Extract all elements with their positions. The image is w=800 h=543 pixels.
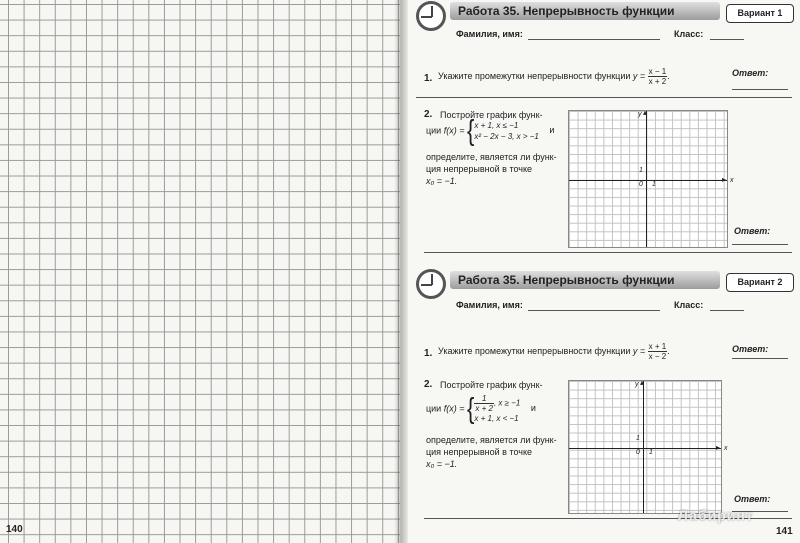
name-label: Фамилия, имя:	[456, 300, 523, 310]
worksheet-title: Работа 35. Непрерывность функции	[458, 4, 675, 18]
task-2-answer-field[interactable]	[732, 244, 788, 245]
y-axis-label: y	[638, 111, 642, 118]
y-axis-label: y	[635, 381, 639, 388]
task-1-fraction: $\frac{x + 1}{x - 2}$	[648, 342, 667, 361]
x-axis	[569, 180, 727, 181]
name-label: Фамилия, имя:	[456, 29, 523, 39]
task-1-answer-field[interactable]	[732, 358, 788, 359]
task-2-function: ции f(x) = { x + 1, x ≤ −1 x² − 2x − 3, x > −1 и	[426, 114, 555, 147]
task-2-line-5: x₀ = −1.	[426, 176, 458, 186]
separator	[424, 252, 792, 253]
task-1-text: Укажите промежутки непрерывности функции y = $\frac{x + 1}{x - 2}$ .	[438, 342, 670, 361]
variant-badge: Вариант 2	[726, 273, 794, 292]
x-unit-label: 1	[649, 449, 653, 456]
graph-grid-1[interactable]: ▸ ▴ x y 0 1 1	[568, 110, 728, 248]
separator	[416, 97, 792, 98]
title-bar	[450, 271, 720, 289]
right-page	[408, 0, 800, 543]
origin-label: 0	[636, 449, 640, 456]
variant-badge: Вариант 1	[726, 4, 794, 23]
y-axis	[646, 111, 647, 247]
task-2-line-4: ция непрерывной в точке	[426, 447, 533, 457]
task-2-line-4: ция непрерывной в точке	[426, 164, 533, 174]
y-unit-label: 1	[636, 435, 640, 442]
task-2-answer-label: Ответ:	[734, 494, 771, 504]
variant-2-worksheet	[408, 264, 800, 543]
task-2-answer-label: Ответ:	[734, 226, 771, 236]
x-axis	[569, 448, 721, 449]
task-2-function: ции f(x) = { $\frac{1}{x + 2}$ , x ≥ −1 x + 1, x < −1 и	[426, 392, 536, 425]
right-page-number: 141	[776, 526, 793, 537]
task-2-line-5: x₀ = −1.	[426, 459, 458, 469]
worksheet-title: Работа 35. Непрерывность функции	[458, 273, 675, 287]
task-1-number: 1.	[424, 73, 433, 84]
task-2-number: 2.	[424, 379, 433, 390]
class-field[interactable]	[710, 310, 744, 311]
left-page-number: 140	[6, 524, 23, 535]
clock-icon	[416, 269, 446, 299]
y-axis	[643, 381, 644, 513]
task-1-number: 1.	[424, 348, 433, 359]
x-axis-label: x	[730, 177, 734, 184]
task-2-line-3: определите, является ли функ-	[426, 152, 557, 162]
watermark-logo: Лабиринт	[678, 507, 754, 523]
clock-icon	[416, 1, 446, 31]
task-1-fraction: $\frac{x - 1}{x + 2}$	[648, 67, 667, 86]
book-gutter	[394, 0, 408, 543]
task-1-text: Укажите промежутки непрерывности функции y = $\frac{x - 1}{x + 2}$ .	[438, 67, 670, 86]
y-unit-label: 1	[639, 167, 643, 174]
name-field[interactable]	[528, 39, 660, 40]
task-1-answer-field[interactable]	[732, 89, 788, 90]
task-2-line-1: Постройте график функ-	[440, 110, 543, 120]
task-2-line-1: Постройте график функ-	[440, 380, 543, 390]
name-field[interactable]	[528, 310, 660, 311]
class-label: Класс:	[674, 29, 704, 39]
origin-label: 0	[639, 181, 643, 188]
class-field[interactable]	[710, 39, 744, 40]
task-1-answer-label: Ответ:	[732, 344, 769, 354]
title-bar	[450, 2, 720, 20]
x-unit-label: 1	[652, 181, 656, 188]
task-2-line-3: определите, является ли функ-	[426, 435, 557, 445]
task-1-answer-label: Ответ:	[732, 68, 769, 78]
variant-1-worksheet	[408, 0, 800, 262]
class-label: Класс:	[674, 300, 704, 310]
task-2-number: 2.	[424, 109, 433, 120]
x-axis-label: x	[724, 445, 728, 452]
graph-grid-2[interactable]: ▸ ▴ x y 0 1 1	[568, 380, 722, 514]
